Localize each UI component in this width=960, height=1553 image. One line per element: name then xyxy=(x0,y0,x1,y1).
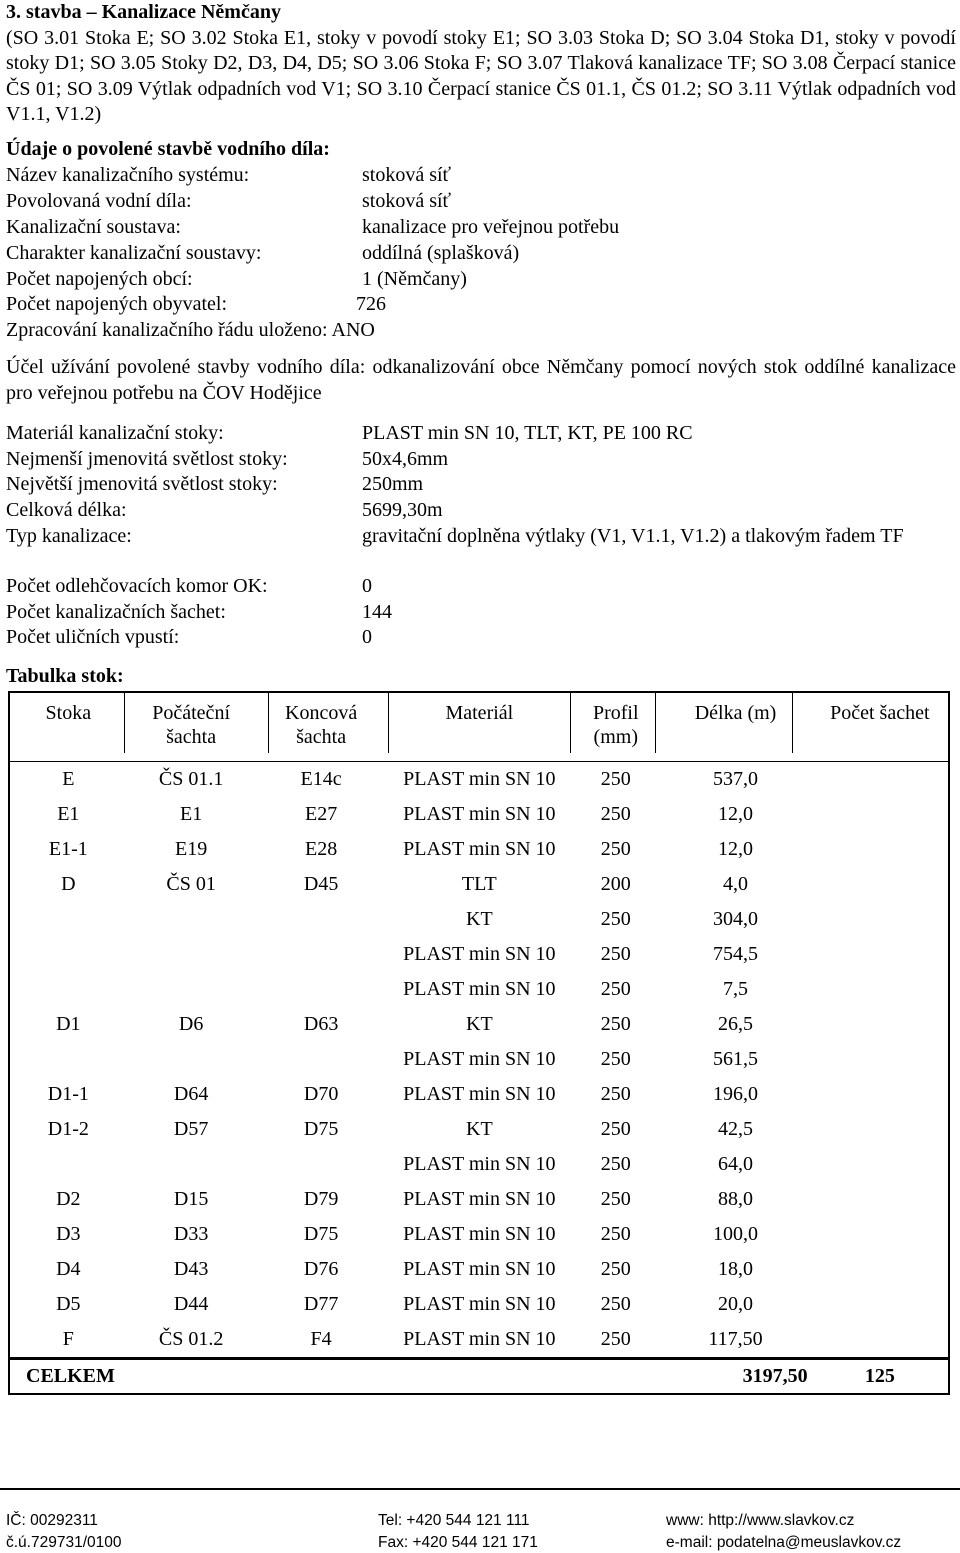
cell-start-shaft: E19 xyxy=(175,838,208,860)
cell-stoka: F xyxy=(9,1322,127,1359)
cell-material: PLAST min SN 10 xyxy=(403,1048,556,1070)
cell-end-shaft: E27 xyxy=(304,803,338,825)
cell-length: 7,5 xyxy=(723,978,749,1000)
footer-ic: IČ: 00292311 xyxy=(6,1512,98,1529)
cell-profile: 250 xyxy=(600,1083,631,1105)
cell-end-shaft xyxy=(256,937,387,972)
cell-material: PLAST min SN 10 xyxy=(403,1153,556,1175)
cell-length: 88,0 xyxy=(718,1188,754,1210)
header-length: Délka (m) xyxy=(659,692,811,762)
cell-stoka: D xyxy=(9,867,127,902)
purpose-paragraph xyxy=(6,355,956,406)
purpose-text: odkanalizování obce Němčany pomocí nových stok oddílné kanalizace pro veřejnou potřebu na ČOV Hodějice xyxy=(6,356,956,404)
cell-end-shaft: D70 xyxy=(303,1083,339,1105)
footer-tel: Tel: +420 544 121 111 xyxy=(378,1512,530,1529)
table-row xyxy=(9,1322,949,1359)
header-separator xyxy=(268,691,269,753)
param-row-value: 0 xyxy=(362,626,372,648)
cell-start-shaft: D44 xyxy=(173,1293,209,1315)
cell-profile: 250 xyxy=(600,1153,631,1175)
cell-length: 304,0 xyxy=(713,908,759,930)
cell-profile: 200 xyxy=(600,873,631,895)
cell-stoka: D1 xyxy=(9,1007,127,1042)
param-row xyxy=(6,472,424,498)
cell-material: PLAST min SN 10 xyxy=(403,1083,556,1105)
cell-material: PLAST min SN 10 xyxy=(403,1328,556,1350)
cell-end-shaft xyxy=(256,902,387,937)
permit-row xyxy=(6,163,452,189)
permit-row xyxy=(6,267,467,293)
table-row xyxy=(9,1077,949,1112)
footer-account: č.ú.729731/0100 xyxy=(6,1534,122,1551)
table-row xyxy=(9,797,949,832)
permit-row-value: ANO xyxy=(331,319,375,341)
cell-material: PLAST min SN 10 xyxy=(403,1223,556,1245)
cell-start-shaft: D6 xyxy=(178,1013,204,1035)
cell-shaft-count xyxy=(812,972,949,1007)
heading-title: stavba – Kanalizace Němčany xyxy=(26,1,281,23)
cell-length: 754,5 xyxy=(713,943,759,965)
table-row xyxy=(9,1112,949,1147)
cell-length: 117,50 xyxy=(708,1328,763,1350)
cell-length: 537,0 xyxy=(713,768,759,790)
cell-start-shaft: D33 xyxy=(173,1223,209,1245)
cell-profile: 250 xyxy=(600,943,631,965)
table-row xyxy=(9,1042,949,1077)
header-separator xyxy=(792,691,793,753)
header-separator xyxy=(124,691,125,753)
cell-profile: 250 xyxy=(600,1048,631,1070)
footer-divider xyxy=(0,1488,960,1490)
header-shaft-count: Počet šachet xyxy=(812,692,949,762)
table-row xyxy=(9,1217,949,1252)
total-label: CELKEM xyxy=(9,1359,659,1395)
permit-row-label: Název kanalizačního systému: xyxy=(6,164,250,186)
param-row-value: 50x4,6mm xyxy=(362,448,449,470)
permit-row-label: Kanalizační soustava: xyxy=(6,216,181,238)
cell-length: 561,5 xyxy=(713,1048,759,1070)
document-heading xyxy=(6,0,956,128)
cell-shaft-count xyxy=(812,1147,949,1182)
cell-shaft-count xyxy=(812,1322,949,1359)
cell-length: 42,5 xyxy=(718,1118,754,1140)
cell-profile: 250 xyxy=(600,803,631,825)
cell-stoka: E1 xyxy=(9,797,127,832)
table-row xyxy=(9,1287,949,1322)
cell-start-shaft: ČS 01.2 xyxy=(158,1328,224,1350)
cell-stoka xyxy=(9,1147,127,1182)
cell-end-shaft: D75 xyxy=(303,1118,339,1140)
cell-shaft-count xyxy=(812,762,949,798)
cell-profile: 250 xyxy=(600,978,631,1000)
cell-length: 64,0 xyxy=(718,1153,754,1175)
cell-profile: 250 xyxy=(600,1013,631,1035)
header-separator xyxy=(388,691,389,753)
cell-profile: 250 xyxy=(600,1118,631,1140)
cell-shaft-count xyxy=(812,1007,949,1042)
cell-stoka: E xyxy=(9,762,127,798)
permit-section-title: Údaje o povolené stavbě vodního díla: xyxy=(6,138,330,160)
param-row xyxy=(6,625,372,651)
permit-row xyxy=(6,318,375,344)
cell-profile: 250 xyxy=(600,1258,631,1280)
param-row xyxy=(6,524,904,550)
cell-end-shaft xyxy=(256,972,387,1007)
cell-start-shaft: ČS 01.1 xyxy=(158,768,224,790)
table-row xyxy=(9,832,949,867)
cell-end-shaft xyxy=(256,1042,387,1077)
footer-fax: Fax: +420 544 121 171 xyxy=(378,1534,538,1551)
table-row xyxy=(9,762,949,798)
cell-shaft-count xyxy=(812,1182,949,1217)
cell-stoka: D5 xyxy=(9,1287,127,1322)
cell-end-shaft: D45 xyxy=(303,873,339,895)
cell-material: PLAST min SN 10 xyxy=(403,1188,556,1210)
cell-start-shaft xyxy=(127,1147,256,1182)
cell-length: 12,0 xyxy=(718,803,754,825)
param-row xyxy=(6,421,693,447)
cell-material: KT xyxy=(466,1118,493,1140)
header-profile: Profil (mm) xyxy=(572,692,659,762)
permit-row xyxy=(6,241,520,267)
header-stoka: Stoka xyxy=(9,692,127,762)
table-row xyxy=(9,937,949,972)
sewer-table xyxy=(8,691,950,1395)
param-row-label: Počet kanalizačních šachet: xyxy=(6,601,226,623)
cell-end-shaft: E14c xyxy=(300,768,342,790)
cell-material: PLAST min SN 10 xyxy=(403,838,556,860)
table-row xyxy=(9,867,949,902)
cell-stoka: D1-1 xyxy=(9,1077,127,1112)
cell-start-shaft: D57 xyxy=(173,1118,209,1140)
cell-profile: 250 xyxy=(600,1293,631,1315)
cell-length: 4,0 xyxy=(723,873,749,895)
table-row xyxy=(9,902,949,937)
cell-start-shaft: D43 xyxy=(173,1258,209,1280)
permit-row-value: 726 xyxy=(356,293,386,315)
cell-start-shaft xyxy=(127,902,256,937)
cell-start-shaft xyxy=(127,972,256,1007)
cell-shaft-count xyxy=(812,902,949,937)
param-row xyxy=(6,447,449,473)
table-header-row xyxy=(9,692,949,762)
permit-row-value: kanalizace pro veřejnou potřebu xyxy=(362,216,620,238)
param-row-value: gravitační doplněna výtlaky (V1, V1.1, V1.2) a tlakovým řadem TF xyxy=(362,525,904,547)
cell-start-shaft: D64 xyxy=(173,1083,209,1105)
cell-material: TLT xyxy=(461,873,497,895)
table-row xyxy=(9,1007,949,1042)
param-row-value: PLAST min SN 10, TLT, KT, PE 100 RC xyxy=(362,422,693,444)
param-row-label: Největší jmenovitá světlost stoky: xyxy=(6,473,278,495)
purpose-label: Účel užívání povolené stavby vodního díla: xyxy=(6,356,366,378)
cell-end-shaft: D79 xyxy=(303,1188,339,1210)
cell-profile: 250 xyxy=(600,838,631,860)
heading-number: 3. xyxy=(6,1,21,23)
header-start-shaft: Počáteční šachta xyxy=(127,692,256,762)
cell-stoka: D2 xyxy=(9,1182,127,1217)
total-shafts: 125 xyxy=(812,1359,949,1395)
cell-material: PLAST min SN 10 xyxy=(403,978,556,1000)
param-row-value: 5699,30m xyxy=(362,499,443,521)
table-body xyxy=(9,762,949,1359)
param-row-label: Typ kanalizace: xyxy=(6,525,132,547)
cell-profile: 250 xyxy=(600,908,631,930)
cell-length: 12,0 xyxy=(718,838,754,860)
cell-end-shaft: D77 xyxy=(303,1293,339,1315)
param-row-label: Počet odlehčovacích komor OK: xyxy=(6,575,268,597)
cell-length: 100,0 xyxy=(713,1223,759,1245)
cell-shaft-count xyxy=(812,832,949,867)
cell-shaft-count xyxy=(812,1077,949,1112)
cell-material: KT xyxy=(466,1013,493,1035)
table-row xyxy=(9,972,949,1007)
cell-stoka: E1-1 xyxy=(9,832,127,867)
param-row-value: 144 xyxy=(362,601,392,623)
cell-stoka xyxy=(9,902,127,937)
table-caption: Tabulka stok: xyxy=(6,665,124,687)
table-row xyxy=(9,1182,949,1217)
cell-shaft-count xyxy=(812,1112,949,1147)
cell-end-shaft: D75 xyxy=(303,1223,339,1245)
cell-length: 196,0 xyxy=(713,1083,759,1105)
cell-material: KT xyxy=(466,908,493,930)
cell-profile: 250 xyxy=(600,1328,631,1350)
cell-shaft-count xyxy=(812,1217,949,1252)
permit-row-label: Počet napojených obcí: xyxy=(6,268,193,290)
cell-stoka: D1-2 xyxy=(9,1112,127,1147)
cell-material: PLAST min SN 10 xyxy=(403,1258,556,1280)
header-material: Materiál xyxy=(387,692,573,762)
cell-material: PLAST min SN 10 xyxy=(403,803,556,825)
cell-stoka xyxy=(9,937,127,972)
permit-row xyxy=(6,215,620,241)
cell-shaft-count xyxy=(812,937,949,972)
cell-stoka xyxy=(9,1042,127,1077)
cell-end-shaft xyxy=(256,1147,387,1182)
header-end-shaft: Koncová šachta xyxy=(256,692,387,762)
cell-profile: 250 xyxy=(600,1188,631,1210)
cell-shaft-count xyxy=(812,1287,949,1322)
permit-row-label: Charakter kanalizační soustavy: xyxy=(6,242,262,264)
cell-start-shaft xyxy=(127,937,256,972)
cell-length: 18,0 xyxy=(718,1258,754,1280)
cell-shaft-count xyxy=(812,797,949,832)
cell-material: PLAST min SN 10 xyxy=(403,943,556,965)
param-row-label: Nejmenší jmenovitá světlost stoky: xyxy=(6,448,288,470)
cell-end-shaft: D76 xyxy=(303,1258,339,1280)
permit-row-label: Povolovaná vodní díla: xyxy=(6,190,192,212)
footer-email: e-mail: podatelna@meuslavkov.cz xyxy=(666,1534,902,1551)
permit-row-value: oddílná (splašková) xyxy=(362,242,520,264)
heading-detail: (SO 3.01 Stoka E; SO 3.02 Stoka E1, stoky v povodí stoky E1; SO 3.03 Stoka D; SO 3.04 Stoka D1, stoky v povodí stoky D1; SO 3.05 Stoky D2, D3, D4, D5; SO 3.06 Stoka F; SO 3.07 Tlaková kanalizace TF; SO 3.08 Čerpací stanice ČS 01; SO 3.09 Výtlak odpadních vod V1; SO 3.10 Čerpací stanice ČS 01.1, ČS 01.2; SO 3.11 Výtlak odpadních vod V1.1, V1.2) xyxy=(6,26,956,125)
cell-profile: 250 xyxy=(600,1223,631,1245)
cell-end-shaft: D63 xyxy=(303,1013,339,1035)
permit-row-value: stoková síť xyxy=(362,190,452,212)
header-separator xyxy=(570,691,571,753)
param-row-label: Počet uličních vpustí: xyxy=(6,626,180,648)
param-row-label: Celková délka: xyxy=(6,499,127,521)
total-row xyxy=(9,1359,949,1395)
table-row xyxy=(9,1147,949,1182)
total-length: 3197,50 xyxy=(659,1359,811,1395)
cell-stoka xyxy=(9,972,127,1007)
cell-start-shaft: E1 xyxy=(180,803,203,825)
cell-stoka: D3 xyxy=(9,1217,127,1252)
table-row xyxy=(9,1252,949,1287)
cell-end-shaft: E28 xyxy=(304,838,338,860)
cell-stoka: D4 xyxy=(9,1252,127,1287)
permit-row-label: Počet napojených obyvatel: xyxy=(6,293,228,315)
cell-material: PLAST min SN 10 xyxy=(403,1293,556,1315)
footer-www: www: http://www.slavkov.cz xyxy=(666,1512,855,1529)
cell-material: PLAST min SN 10 xyxy=(403,768,556,790)
permit-row xyxy=(6,292,386,318)
header-separator xyxy=(655,691,656,753)
param-row-value: 0 xyxy=(362,575,372,597)
param-row-value: 250mm xyxy=(362,473,424,495)
param-row xyxy=(6,600,392,626)
permit-row-label: Zpracování kanalizačního řádu uloženo: xyxy=(6,319,328,341)
cell-shaft-count xyxy=(812,867,949,902)
permit-row-value: stoková síť xyxy=(362,164,452,186)
permit-row xyxy=(6,189,452,215)
cell-profile: 250 xyxy=(600,768,631,790)
cell-start-shaft xyxy=(127,1042,256,1077)
cell-shaft-count xyxy=(812,1042,949,1077)
cell-start-shaft: ČS 01 xyxy=(166,873,216,895)
cell-start-shaft: D15 xyxy=(173,1188,209,1210)
cell-length: 20,0 xyxy=(718,1293,754,1315)
permit-row-value: 1 (Němčany) xyxy=(362,268,467,290)
param-row xyxy=(6,574,372,600)
param-row xyxy=(6,498,443,524)
cell-shaft-count xyxy=(812,1252,949,1287)
param-row-label: Materiál kanalizační stoky: xyxy=(6,422,224,444)
cell-end-shaft: F4 xyxy=(310,1328,332,1350)
cell-length: 26,5 xyxy=(718,1013,754,1035)
